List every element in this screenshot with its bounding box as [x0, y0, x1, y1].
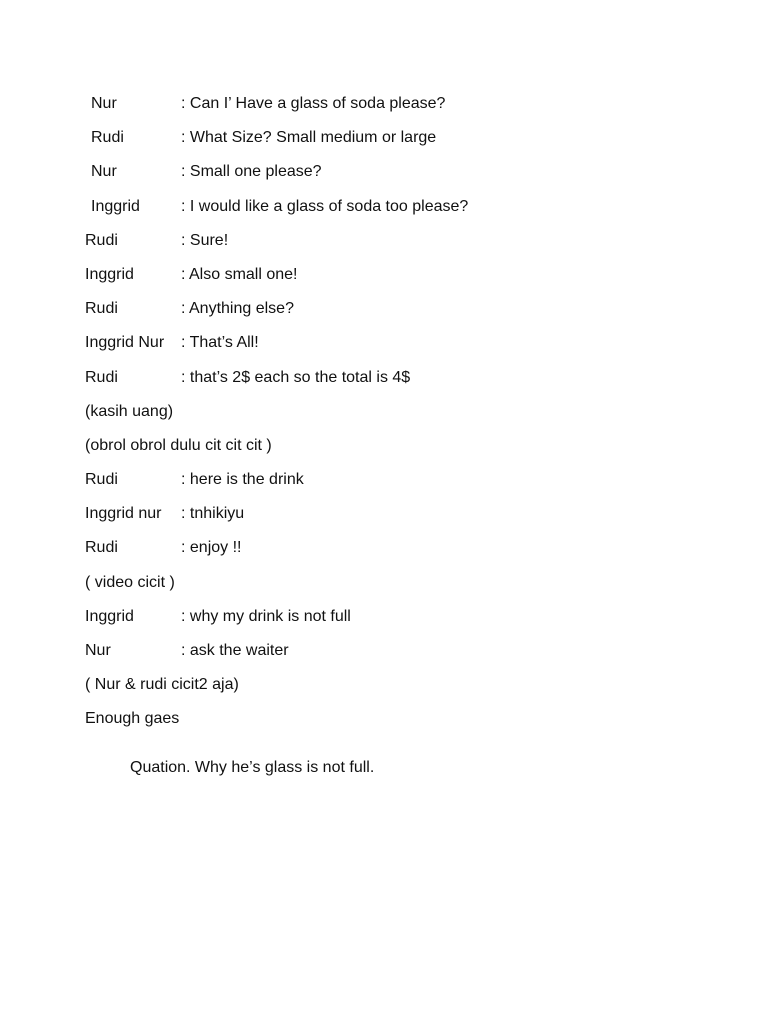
dialog-text: : Small one please?: [181, 163, 322, 181]
dialog-line: [85, 161, 685, 195]
dialog-text: : Also small one!: [181, 265, 298, 283]
speaker-name: Rudi: [85, 300, 118, 318]
speaker-name: Rudi: [85, 539, 118, 557]
stage-note: [85, 572, 685, 606]
speaker-name: Rudi: [85, 471, 118, 489]
speaker-name: Inggrid Nur: [85, 334, 165, 352]
dialog-line: [85, 264, 685, 298]
dialog-text: : Anything else?: [181, 300, 294, 318]
dialog-text: : Can I’ Have a glass of soda please?: [181, 95, 446, 112]
dialog-line: [85, 606, 685, 640]
stage-note-text: ( video cicit ): [85, 573, 175, 591]
dialog-text: : I would like a glass of soda too please?: [181, 197, 469, 215]
speaker-name: Nur: [91, 163, 117, 181]
speaker-name: Inggrid: [85, 607, 134, 625]
dialog-line: [85, 230, 685, 264]
speaker-name: Rudi: [91, 129, 124, 147]
dialog-line: [85, 640, 685, 674]
dialog-text: : enjoy !!: [181, 539, 242, 557]
dialog-text: : that’s 2$ each so the total is 4$: [181, 368, 411, 386]
stage-note: [85, 401, 685, 435]
dialog-line: [85, 469, 685, 503]
stage-note: [85, 435, 685, 469]
dialog-text: : Sure!: [181, 231, 229, 249]
stage-note-text: Enough gaes: [85, 710, 180, 728]
dialog-text: : here is the drink: [181, 471, 304, 489]
dialog-line: [85, 332, 685, 366]
dialog-line: [85, 537, 685, 571]
dialog-line: [85, 298, 685, 332]
dialog-text: : why my drink is not full: [181, 607, 351, 625]
dialog-line: [85, 93, 685, 127]
dialog-line: [85, 196, 685, 230]
speaker-name: Inggrid: [85, 265, 134, 283]
speaker-name: Inggrid: [91, 197, 140, 215]
speaker-name: Nur: [91, 95, 117, 112]
stage-note: [85, 708, 685, 742]
dialog-text: : That’s All!: [181, 334, 259, 352]
dialog-script: [85, 93, 685, 743]
speaker-name: Rudi: [85, 368, 118, 386]
dialog-text: : ask the waiter: [181, 642, 289, 659]
speaker-name: Nur: [85, 642, 111, 659]
speaker-name: Inggrid nur: [85, 505, 162, 523]
stage-note-text: (obrol obrol dulu cit cit cit ): [85, 436, 272, 454]
stage-note-text: (kasih uang): [85, 402, 174, 420]
dialog-text: : tnhikiyu: [181, 505, 245, 523]
stage-note-text: ( Nur & rudi cicit2 aja): [85, 676, 239, 694]
stage-note: [85, 674, 685, 708]
speaker-name: Rudi: [85, 231, 118, 249]
dialog-line: [85, 503, 685, 537]
dialog-line: [85, 127, 685, 161]
dialog-text: : What Size? Small medium or large: [181, 129, 437, 147]
dialog-line: [85, 367, 685, 401]
question-text: Quation. Why he’s glass is not full.: [130, 759, 375, 776]
